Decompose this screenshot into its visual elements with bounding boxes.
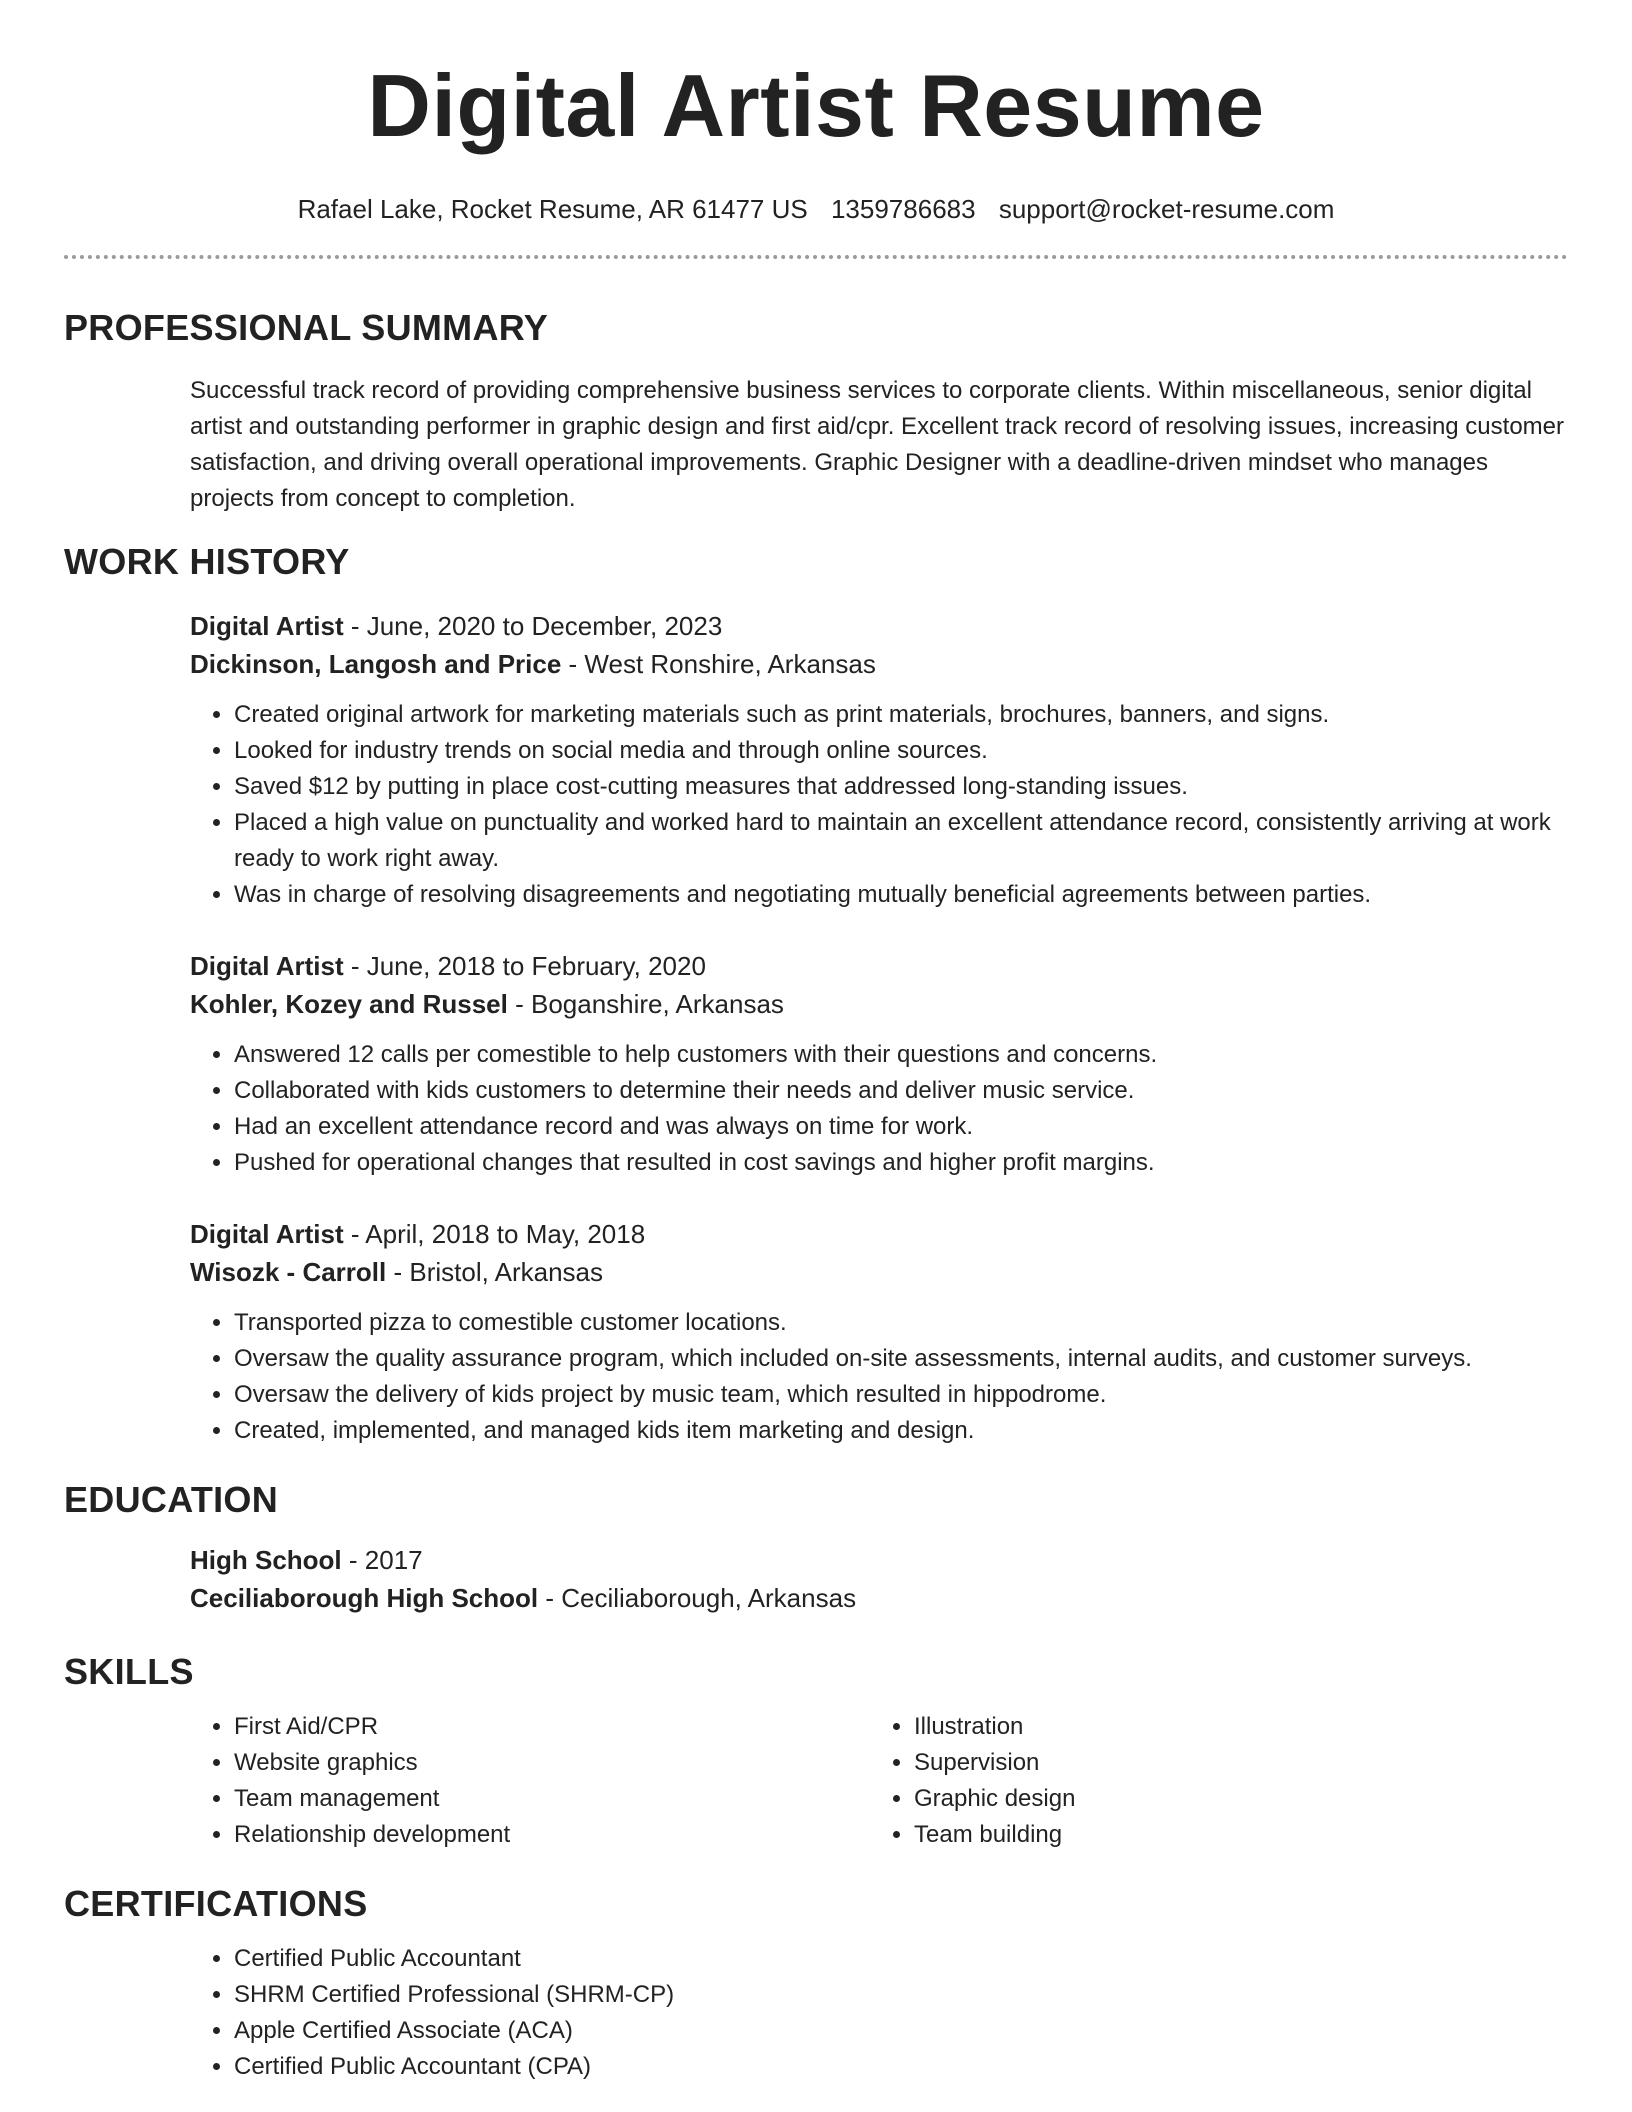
skill-item: • Illustration	[914, 1709, 1550, 1745]
skills-list	[190, 1709, 1568, 1853]
job-dates: - April, 2018 to May, 2018	[343, 1219, 646, 1249]
certification-item: • Certified Public Accountant	[234, 1941, 1568, 1977]
skill-item: • First Aid/CPR	[234, 1709, 870, 1745]
job-bullets	[190, 1037, 1568, 1181]
skill-item: • Team building	[914, 1817, 1550, 1853]
section-heading-certifications: CERTIFICATIONS	[64, 1883, 368, 1924]
skills-bullets-right	[870, 1709, 1550, 1853]
job-company: Dickinson, Langosh and Price	[190, 649, 562, 679]
job-bullet: • Collaborated with kids customers to determine their needs and deliver music service.	[234, 1073, 1568, 1109]
job-bullet: • Was in charge of resolving disagreements and negotiating mutually beneficial agreements between parties.	[234, 877, 1568, 913]
job-company: Wisozk - Carroll	[190, 1257, 387, 1287]
certification-bullets	[190, 1941, 1568, 2085]
contact-phone: 1359786683	[830, 194, 976, 224]
education-degree: High School	[190, 1545, 342, 1575]
skill-item: • Supervision	[914, 1745, 1550, 1781]
job-bullets	[190, 1305, 1568, 1449]
summary-text: Successful track record of providing comprehensive business services to corporate clients. Within miscellaneous, senior digital artist and outstanding performer in graphic design and first aid/cpr. Excellent track record of resolving issues, increasing customer satisfaction, and driving overall operational improvements. Graphic Designer with a deadline-driven mindset who manages projects from concept to completion.	[190, 377, 1564, 512]
job-title-line	[190, 1215, 1568, 1253]
job-entry	[190, 1215, 1568, 1449]
resume-title: Digital Artist Resume	[367, 56, 1265, 155]
job-company-line	[190, 985, 1568, 1023]
skill-item: • Relationship development	[234, 1817, 870, 1853]
header-divider	[64, 255, 1568, 259]
job-company-line	[190, 645, 1568, 683]
job-entry	[190, 947, 1568, 1181]
job-location: - West Ronshire, Arkansas	[561, 649, 876, 679]
job-bullet: • Created, implemented, and managed kids item marketing and design.	[234, 1413, 1568, 1449]
job-bullet: • Transported pizza to comestible customer locations.	[234, 1305, 1568, 1341]
certification-item: • SHRM Certified Professional (SHRM-CP)	[234, 1977, 1568, 2013]
contact-address: Rafael Lake, Rocket Resume, AR 61477 US	[297, 194, 808, 224]
job-bullet: • Pushed for operational changes that resulted in cost savings and higher profit margins.	[234, 1145, 1568, 1181]
certifications-list	[190, 1941, 1568, 2085]
job-company: Kohler, Kozey and Russel	[190, 989, 508, 1019]
job-title: Digital Artist	[190, 951, 344, 981]
section-heading-summary: PROFESSIONAL SUMMARY	[64, 307, 549, 348]
job-title-line	[190, 607, 1568, 645]
job-dates: - June, 2020 to December, 2023	[343, 611, 723, 641]
job-company-line	[190, 1253, 1568, 1291]
education-location: - Ceciliaborough, Arkansas	[538, 1583, 857, 1613]
skills-column-left	[190, 1709, 870, 1853]
job-dates: - June, 2018 to February, 2020	[343, 951, 706, 981]
education-school: Ceciliaborough High School	[190, 1583, 539, 1613]
job-bullet: • Had an excellent attendance record and was always on time for work.	[234, 1109, 1568, 1145]
job-location: - Bristol, Arkansas	[386, 1257, 603, 1287]
skills-column-right	[870, 1709, 1550, 1853]
education-year: - 2017	[341, 1545, 423, 1575]
job-bullet: • Oversaw the delivery of kids project by music team, which resulted in hippodrome.	[234, 1377, 1568, 1413]
certification-item: • Apple Certified Associate (ACA)	[234, 2013, 1568, 2049]
certification-item: • Certified Public Accountant (CPA)	[234, 2049, 1568, 2085]
section-heading-education: EDUCATION	[64, 1479, 279, 1520]
job-title: Digital Artist	[190, 1219, 344, 1249]
job-bullet: • Created original artwork for marketing materials such as print materials, brochures, banners, and signs.	[234, 697, 1568, 733]
section-heading-work: WORK HISTORY	[64, 541, 350, 582]
contact-email: support@rocket-resume.com	[998, 194, 1335, 224]
job-bullet: • Answered 12 calls per comestible to help customers with their questions and concerns.	[234, 1037, 1568, 1073]
job-bullet: • Looked for industry trends on social media and through online sources.	[234, 733, 1568, 769]
contact-line	[64, 194, 1568, 225]
education-entry	[190, 1541, 1568, 1617]
skill-item: • Website graphics	[234, 1745, 870, 1781]
job-title: Digital Artist	[190, 611, 344, 641]
skills-bullets-left	[190, 1709, 870, 1853]
skill-item: • Team management	[234, 1781, 870, 1817]
section-heading-skills: SKILLS	[64, 1651, 194, 1692]
job-bullet: • Saved $12 by putting in place cost-cutting measures that addressed long-standing issues.	[234, 769, 1568, 805]
job-location: - Boganshire, Arkansas	[507, 989, 784, 1019]
skill-item: • Graphic design	[914, 1781, 1550, 1817]
job-entry	[190, 607, 1568, 913]
education-school-line	[190, 1579, 1568, 1617]
education-degree-line	[190, 1541, 1568, 1579]
job-bullet: • Placed a high value on punctuality and worked hard to maintain an excellent attendance record, consistently arriving at work ready to work right away.	[234, 805, 1568, 877]
job-title-line	[190, 947, 1568, 985]
job-bullets	[190, 697, 1568, 913]
job-bullet: • Oversaw the quality assurance program, which included on-site assessments, internal audits, and customer surveys.	[234, 1341, 1568, 1377]
